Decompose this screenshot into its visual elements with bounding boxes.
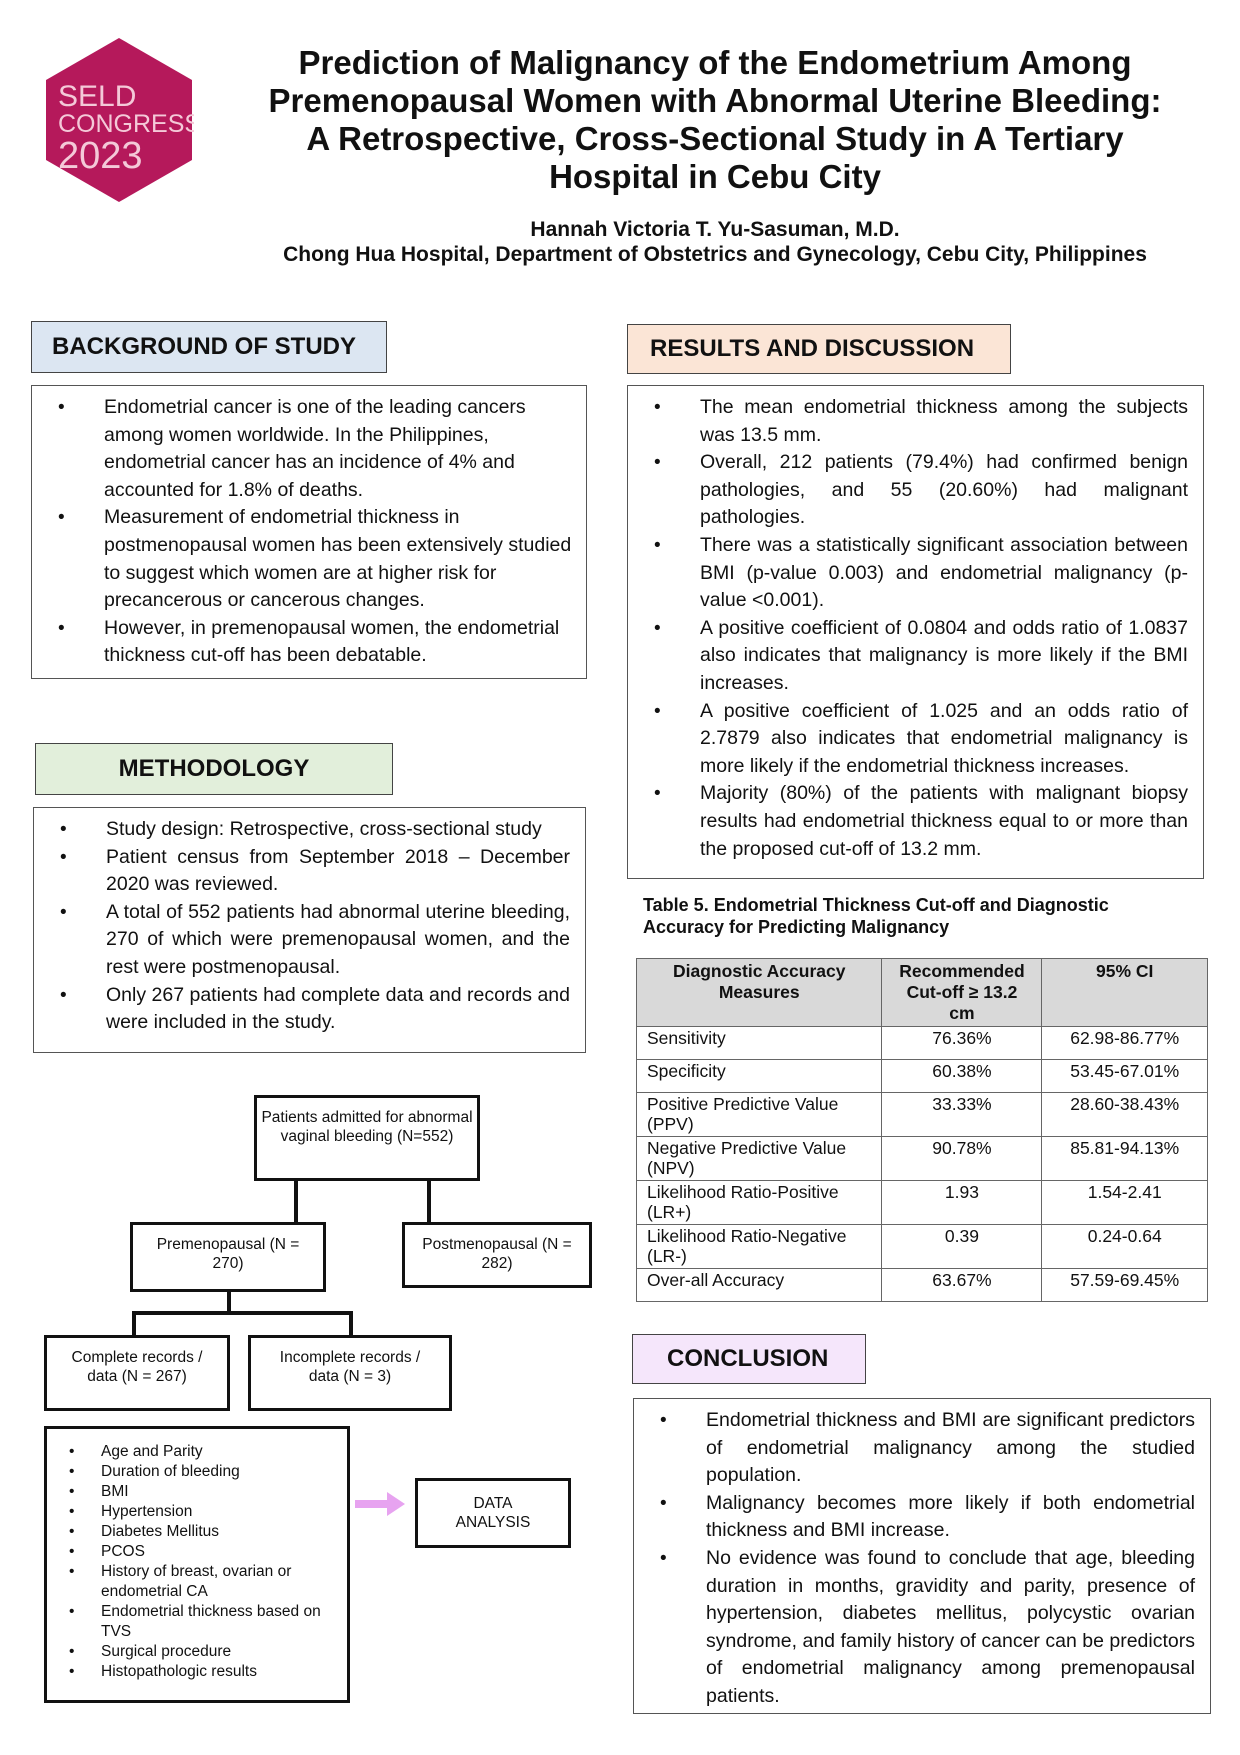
table-cell: 1.93 — [882, 1181, 1042, 1225]
flow-connector — [227, 1289, 231, 1313]
list-item: • Surgical procedure — [57, 1642, 337, 1662]
arrow-right-icon — [355, 1492, 405, 1516]
title-line: Hospital in Cebu City — [549, 158, 881, 195]
variables-list — [57, 1442, 337, 1682]
table-cell: Negative Predictive Value (NPV) — [637, 1137, 882, 1181]
background-box — [31, 385, 587, 679]
column-header: 95% CI — [1042, 959, 1208, 1027]
list-item: • Overall, 212 patients (79.4%) had confirmed benign pathologies, and 55 (20.60%) had malignant pathologies. — [640, 449, 1188, 532]
table-row — [637, 1137, 1208, 1181]
table-header-row — [637, 959, 1208, 1027]
caption-line: Table 5. Endometrial Thickness Cut-off and Diagnostic — [643, 895, 1109, 915]
table-cell: Likelihood Ratio-Positive (LR+) — [637, 1181, 882, 1225]
list-item: • Duration of bleeding — [57, 1462, 337, 1482]
list-item: • Patient census from September 2018 – December 2020 was reviewed. — [46, 844, 570, 899]
title-line: A Retrospective, Cross-Sectional Study in A Tertiary — [306, 120, 1124, 157]
table-cell: Positive Predictive Value (PPV) — [637, 1093, 882, 1137]
list-item: • Endometrial thickness based on TVS — [57, 1602, 337, 1642]
table-cell: 60.38% — [882, 1060, 1042, 1093]
methodology-list — [46, 816, 570, 1037]
table-row — [637, 1093, 1208, 1137]
list-item: • Majority (80%) of the patients with malignant biopsy results had endometrial thickness equal to or more than the proposed cut-off of 13.2 mm. — [640, 780, 1188, 863]
table-cell: 0.39 — [882, 1225, 1042, 1269]
list-item: • Diabetes Mellitus — [57, 1522, 337, 1542]
list-item: • A positive coefficient of 0.0804 and odds ratio of 1.0837 also indicates that malignancy is more likely if the BMI increases. — [640, 615, 1188, 698]
flow-text: Complete records / data (N = 267) — [71, 1349, 203, 1385]
table-cell: Sensitivity — [637, 1027, 882, 1060]
logo-line1: SELD — [58, 80, 137, 113]
flow-connector — [349, 1311, 353, 1337]
flow-box-variables — [44, 1426, 350, 1703]
list-item: • Histopathologic results — [57, 1662, 337, 1682]
congress-logo — [44, 36, 194, 204]
table-row — [637, 1027, 1208, 1060]
table-cell: 63.67% — [882, 1269, 1042, 1302]
table-row — [637, 1181, 1208, 1225]
column-header: Diagnostic Accuracy Measures — [637, 959, 882, 1027]
logo-hexagon-icon — [44, 36, 194, 204]
list-item: • Hypertension — [57, 1502, 337, 1522]
table-cell: 53.45-67.01% — [1042, 1060, 1208, 1093]
results-box — [627, 385, 1204, 879]
table-cell: 57.59-69.45% — [1042, 1269, 1208, 1302]
list-item: • Malignancy becomes more likely if both endometrial thickness and BMI increase. — [646, 1490, 1195, 1545]
list-item: • Study design: Retrospective, cross-sectional study — [46, 816, 570, 844]
poster-title — [240, 44, 1190, 196]
list-item: • History of breast, ovarian or endometrial CA — [57, 1562, 337, 1602]
table-cell: 0.24-0.64 — [1042, 1225, 1208, 1269]
table-row — [637, 1269, 1208, 1302]
list-item: • Endometrial thickness and BMI are significant predictors of endometrial malignancy among the studied population. — [646, 1407, 1195, 1490]
flow-box-incomplete — [248, 1335, 452, 1411]
list-item: • BMI — [57, 1482, 337, 1502]
table-cell: 85.81-94.13% — [1042, 1137, 1208, 1181]
caption-line: Accuracy for Predicting Malignancy — [643, 917, 950, 937]
background-heading: BACKGROUND OF STUDY — [31, 321, 387, 373]
table-cell: 28.60-38.43% — [1042, 1093, 1208, 1137]
author-name: Hannah Victoria T. Yu-Sasuman, M.D. — [530, 218, 900, 241]
flow-box-complete — [44, 1335, 230, 1411]
flow-text: Premenopausal (N = 270) — [156, 1236, 300, 1272]
background-list — [44, 394, 574, 670]
table-cell: 62.98-86.77% — [1042, 1027, 1208, 1060]
list-item: • Measurement of endometrial thickness in postmenopausal women has been extensively studied to suggest which women are at higher risk for precancerous or cancerous changes. — [44, 504, 574, 614]
table-cell: 90.78% — [882, 1137, 1042, 1181]
conclusion-heading: CONCLUSION — [632, 1334, 866, 1384]
list-item: • Endometrial cancer is one of the leading cancers among women worldwide. In the Philippines, endometrial cancer has an incidence of 4% and accounted for 1.8% of deaths. — [44, 394, 574, 504]
list-item: • The mean endometrial thickness among the subjects was 13.5 mm. — [640, 394, 1188, 449]
table-row — [637, 1060, 1208, 1093]
list-item: • PCOS — [57, 1542, 337, 1562]
flow-text: Incomplete records / data (N = 3) — [279, 1349, 421, 1385]
table-cell: 76.36% — [882, 1027, 1042, 1060]
methodology-heading: METHODOLOGY — [35, 743, 393, 795]
flow-connector — [427, 1178, 431, 1224]
methodology-box — [33, 807, 586, 1053]
list-item: • A positive coefficient of 1.025 and an odds ratio of 2.7879 also indicates that endometrial malignancy is more likely if the endometrial thickness increases. — [640, 698, 1188, 781]
flow-text: Postmenopausal (N = 282) — [422, 1236, 572, 1272]
results-heading: RESULTS AND DISCUSSION — [627, 324, 1011, 374]
table-row — [637, 1225, 1208, 1269]
table-cell: Specificity — [637, 1060, 882, 1093]
flow-box-admitted — [254, 1095, 480, 1181]
table-cell: 1.54-2.41 — [1042, 1181, 1208, 1225]
flow-connector — [294, 1178, 298, 1224]
table-cell: Over-all Accuracy — [637, 1269, 882, 1302]
flow-box-premenopausal — [130, 1222, 326, 1292]
list-item: • Only 267 patients had complete data and records and were included in the study. — [46, 982, 570, 1037]
flow-connector — [132, 1311, 136, 1337]
list-item: • No evidence was found to conclude that age, bleeding duration in months, gravidity and parity, presence of hypertension, diabetes mellitus, polycystic ovarian syndrome, and family history of cancer can be predictors of endometrial malignancy among premenopausal patients. — [646, 1545, 1195, 1711]
table-cell: Likelihood Ratio-Negative (LR-) — [637, 1225, 882, 1269]
conclusion-box — [633, 1398, 1211, 1714]
flow-box-analysis — [415, 1478, 571, 1548]
diagnostic-accuracy-table — [636, 958, 1208, 1302]
title-line: Prediction of Malignancy of the Endometrium Among — [298, 44, 1132, 81]
column-header: Recommended Cut-off ≥ 13.2 cm — [882, 959, 1042, 1027]
results-list — [640, 394, 1188, 863]
list-item: • However, in premenopausal women, the endometrial thickness cut-off has been debatable. — [44, 615, 574, 670]
logo-line2: CONGRESS — [58, 110, 194, 138]
affiliation: Chong Hua Hospital, Department of Obstetrics and Gynecology, Cebu City, Philippines — [283, 243, 1147, 266]
title-line: Premenopausal Women with Abnormal Uterine Bleeding: — [268, 82, 1162, 119]
flow-text: DATA ANALYSIS — [455, 1495, 531, 1531]
flow-text: Patients admitted for abnormal vaginal bleeding (N=552) — [261, 1109, 473, 1145]
conclusion-list — [646, 1407, 1195, 1711]
list-item: • There was a statistically significant association between BMI (p-value 0.003) and endometrial malignancy (p-value <0.001). — [640, 532, 1188, 615]
list-item: • Age and Parity — [57, 1442, 337, 1462]
flow-connector — [132, 1311, 352, 1315]
table-caption — [643, 894, 1203, 938]
flow-box-postmenopausal — [402, 1222, 592, 1288]
list-item: • A total of 552 patients had abnormal uterine bleeding, 270 of which were premenopausal women, and the rest were postmenopausal. — [46, 899, 570, 982]
table-cell: 33.33% — [882, 1093, 1042, 1137]
logo-line3: 2023 — [58, 135, 143, 177]
